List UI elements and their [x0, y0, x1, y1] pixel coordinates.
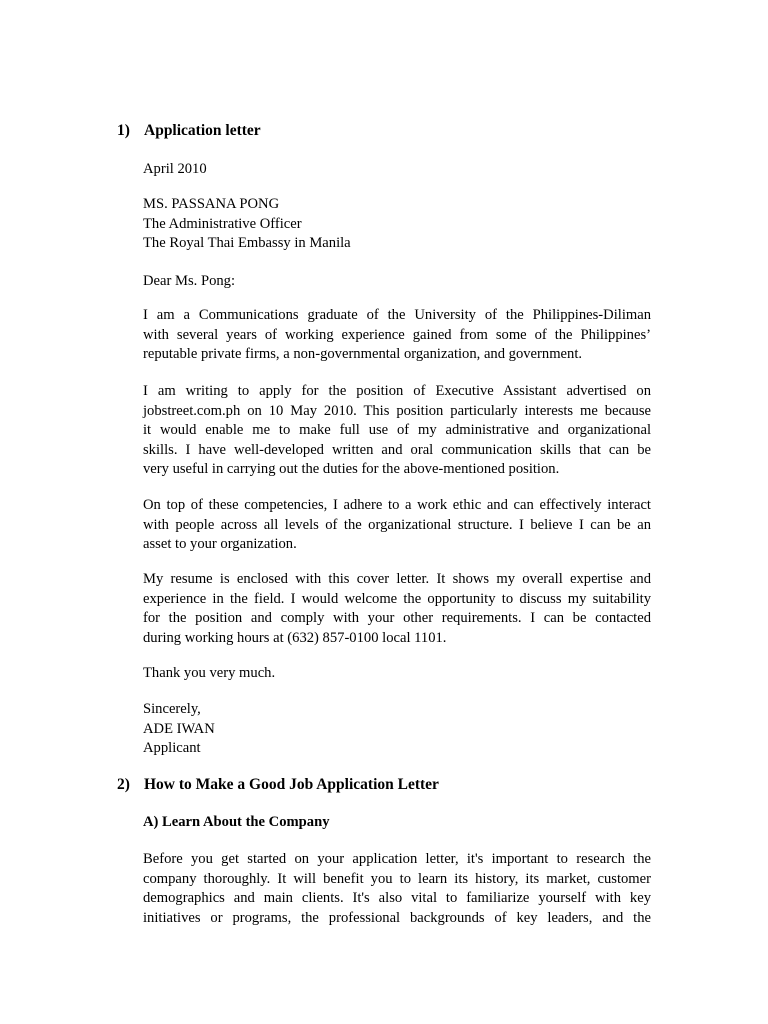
paragraph-line: skills. I have well-developed written and oral communication skills that can be	[143, 441, 651, 458]
paragraph-line: it would enable me to make full use of my administrative and organizational	[143, 422, 651, 438]
paragraph-line: I am a Communications graduate of the University of the Philippines-Diliman	[143, 307, 651, 323]
section-2-paragraph-1	[143, 850, 651, 928]
paragraph-line: asset to your organization.	[143, 536, 297, 552]
paragraph-line: I am writing to apply for the position of Executive Assistant advertised on	[143, 383, 651, 399]
paragraph-line: initiatives or programs, the professional backgrounds of key leaders, and the	[143, 909, 651, 926]
paragraph-line: during working hours at (632) 857-0100 local 1101.	[143, 629, 447, 646]
subheading-learn-company	[143, 813, 330, 833]
recipient-block	[143, 195, 651, 254]
section-1-heading	[117, 121, 261, 141]
recipient-organization: The Royal Thai Embassy in Manila	[143, 235, 351, 251]
paragraph-line: On top of these competencies, I adhere to a work ethic and can effectively interact	[143, 497, 651, 513]
date-text: April 2010	[143, 161, 207, 177]
letter-paragraph-1	[143, 306, 651, 365]
paragraph-line: for the position and comply with your other requirements. I can be contacted	[143, 610, 651, 626]
section-2-title: How to Make a Good Job Application Letter	[144, 776, 439, 793]
recipient-name: MS. PASSANA PONG	[143, 196, 280, 212]
subheading-text: A) Learn About the Company	[143, 814, 330, 830]
salutation-text: Dear Ms. Pong:	[143, 273, 236, 289]
paragraph-line: very useful in carrying out the duties for the above-mentioned position.	[143, 461, 560, 477]
signer-role: Applicant	[143, 740, 201, 756]
closing-word: Sincerely,	[143, 701, 201, 717]
letter-paragraph-2	[143, 382, 651, 480]
recipient-title: The Administrative Officer	[143, 215, 302, 232]
section-1-number: 1)	[117, 122, 130, 139]
paragraph-line: company thoroughly. It will benefit you to learn its history, its market, customer	[143, 870, 651, 887]
paragraph-line: My resume is enclosed with this cover letter. It shows my overall expertise and	[143, 571, 651, 587]
section-2-heading	[117, 775, 439, 795]
closing-block	[143, 700, 651, 759]
letter-date	[143, 160, 651, 180]
paragraph-line: with several years of working experience gained from some of the Philippines’	[143, 326, 651, 343]
signer-name: ADE IWAN	[143, 720, 215, 737]
paragraph-line: demographics and main clients. It's also vital to familiarize yourself with key	[143, 890, 651, 906]
section-1-title: Application letter	[144, 122, 261, 139]
section-2-number: 2)	[117, 776, 130, 793]
paragraph-line: with people across all levels of the organizational structure. I believe I can be an	[143, 516, 651, 533]
paragraph-line: Before you get started on your application letter, it's important to research the	[143, 851, 651, 867]
paragraph-line: reputable private firms, a non-governmental organization, and government.	[143, 346, 583, 362]
salutation	[143, 272, 651, 292]
paragraph-line: experience in the field. I would welcome the opportunity to discuss my suitability	[143, 590, 651, 607]
letter-paragraph-3	[143, 496, 651, 555]
paragraph-line: jobstreet.com.ph on 10 May 2010. This position particularly interests me because	[143, 402, 651, 419]
letter-paragraph-4	[143, 570, 651, 648]
thanks-text: Thank you very much.	[143, 665, 276, 681]
thanks-line	[143, 664, 651, 684]
